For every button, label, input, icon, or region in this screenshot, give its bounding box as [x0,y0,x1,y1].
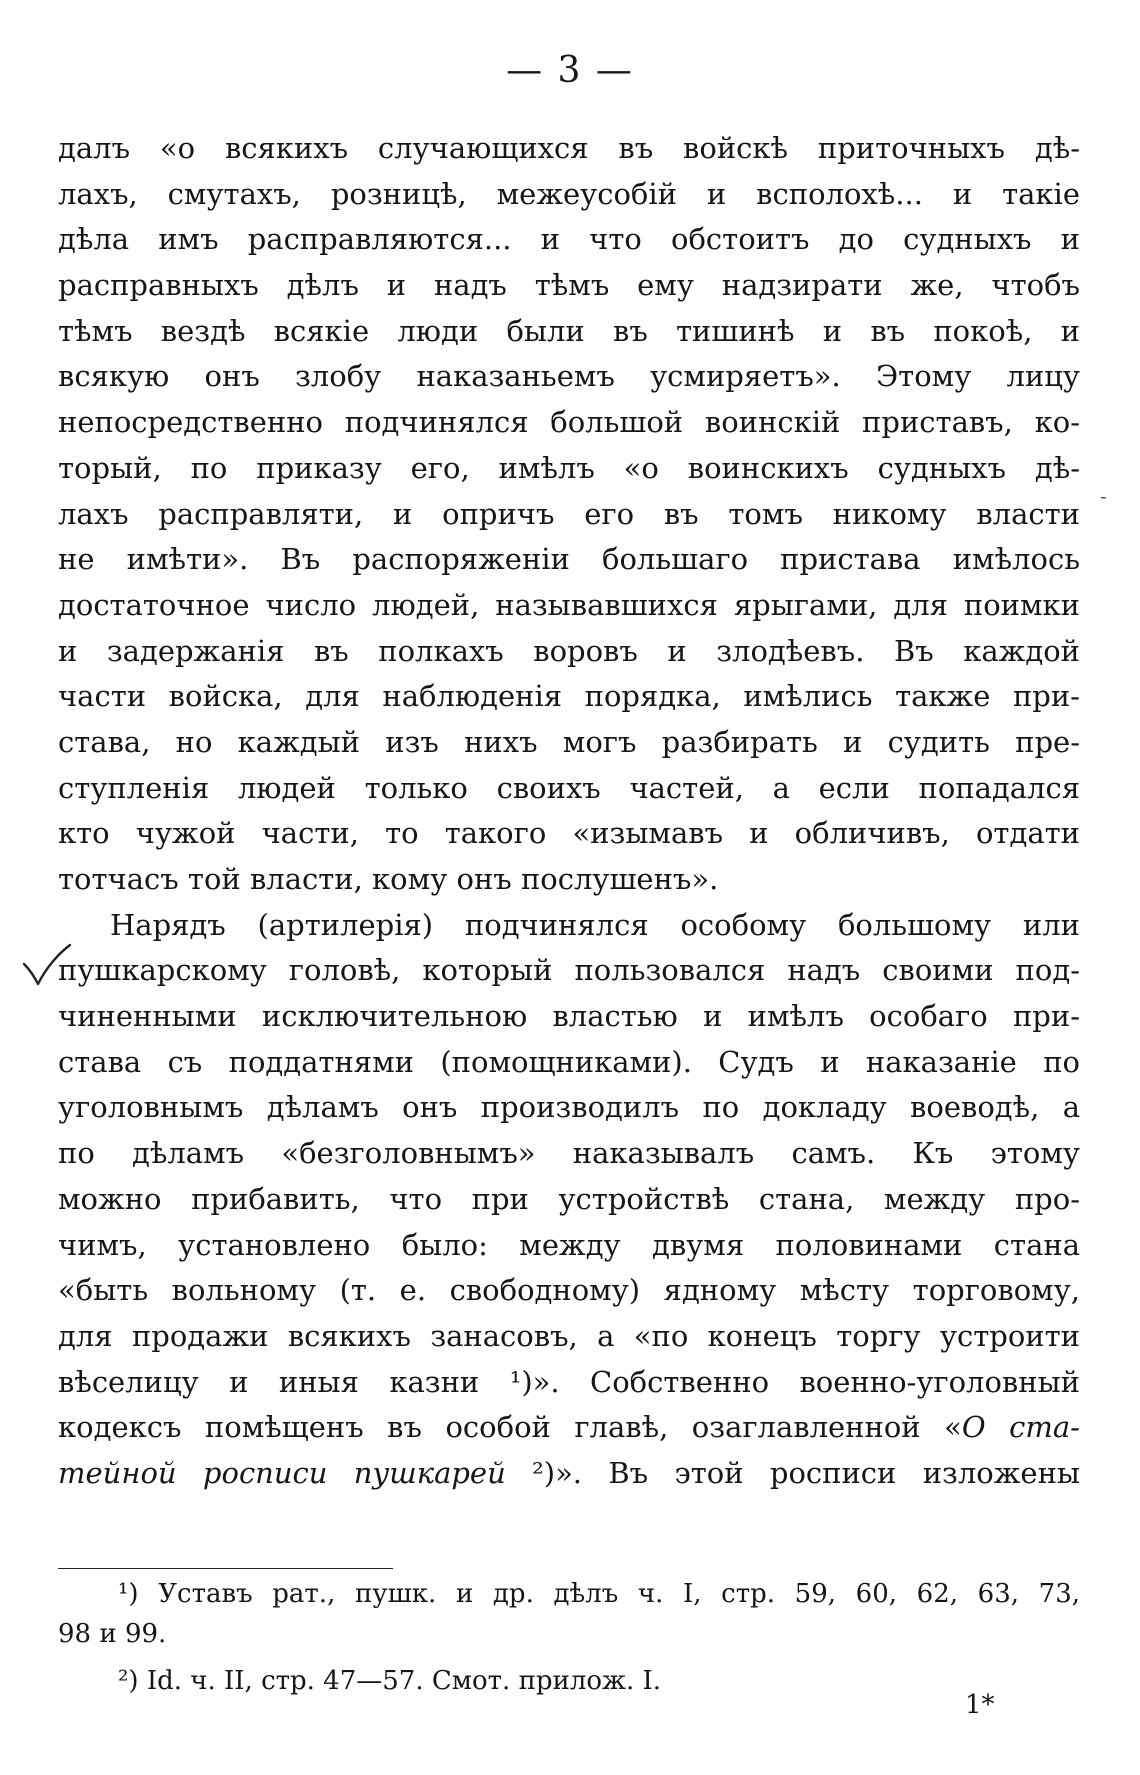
text-line [58,1405,1080,1451]
page-number: — 3 — [506,50,634,91]
text-line: дѣла имъ расправляются... и что обстоитъ до судныхъ и [58,222,1080,257]
italic-title: тейной росписи пушкарей [58,1455,506,1490]
text-line: части войска, для наблюденія порядка, имѣлись также при- [58,679,1080,714]
text-line: тотчасъ той власти, кому онъ послушенъ». [58,862,719,896]
text-line: можно прибавить, что при устройствѣ стана, между про- [58,1181,1080,1216]
text-line: ступленія людей только своихъ частей, а если попадался [58,770,1080,805]
footnotes [58,1574,1080,1708]
text-segment: вѣселицу и иныя казни [58,1364,480,1399]
text-line: не имѣти». Въ распоряженіи большаго пристава имѣлось [58,542,1080,577]
text-line: расправныхъ дѣлъ и надъ тѣмъ ему надзирати же, чтобъ [58,268,1080,303]
text-line: для продажи всякихъ занасовъ, а «по конецъ торгу устроити [58,1318,1080,1353]
text-line: торый, по приказу его, имѣлъ «о воинскихъ судныхъ дѣ- [58,450,1080,485]
text-line: уголовнымъ дѣламъ онъ производилъ по докладу воеводѣ, а [58,1090,1080,1125]
text-line: Нарядъ (артилерія) подчинялся особому большому или [110,907,1080,942]
text-line: лахъ расправляти, и опричъ его въ томъ никому власти [58,496,1080,531]
text-line: далъ «о всякихъ случающихся въ войскѣ приточныхъ дѣ- [58,131,1080,165]
main-text [58,126,1080,1497]
text-line [58,1360,1080,1406]
footnote-1-continued: 98 и 99. [58,1619,167,1649]
text-line: пушкарскому головѣ, который пользовался надъ своими под- [58,953,1080,988]
text-segment: ¹)». Собственно военно-уголовный [509,1364,1080,1399]
text-line: чиненными исключительною властью и имѣлъ особаго при- [58,999,1080,1034]
text-line: кто чужой части, то такого «изымавъ и обличивъ, отдати [58,816,1080,851]
italic-title: О ста- [961,1410,1080,1445]
margin-mark: - [1100,484,1107,508]
text-line: достаточное число людей, называвшихся ярыгами, для поимки [58,587,1080,622]
text-line: и задержанія въ полкахъ воровъ и злодѣевъ. Въ каждой [58,633,1080,668]
text-line [58,1451,1080,1497]
text-line: «быть вольному (т. е. свободному) ядному мѣсту торговому, [58,1273,1080,1308]
text-segment: кодексъ помѣщенъ въ особой главѣ, озаглавленной « [58,1410,962,1445]
footnote-1: ¹) Уставъ рат., пушк. и др. дѣлъ ч. I, стр. 59, 60, 62, 63, 73, [118,1579,1080,1609]
text-line: по дѣламъ «безголовнымъ» наказывалъ самъ. Къ этому [58,1136,1080,1171]
footnote-divider [58,1568,393,1569]
text-line: всякую онъ злобу наказаньемъ усмиряетъ». Этому лицу [58,359,1080,394]
text-segment: ²)». Въ этой росписи изложены [532,1455,1080,1490]
text-line: чимъ, установлено было: между двумя половинами стана [58,1227,1080,1262]
text-line: непосредственно подчинялся большой воинскій приставъ, ко- [58,405,1080,440]
text-line: става, но каждый изъ нихъ могъ разбирать и судить пре- [58,724,1080,759]
text-line: тѣмъ вездѣ всякіе люди были въ тишинѣ и въ покоѣ, и [58,313,1080,348]
text-line: лахъ, смутахъ, розницѣ, межеусобій и всполохѣ... и такіе [58,176,1080,211]
footnote-2: ²) Id. ч. II, стр. 47—57. Смот. прилож. I. [118,1666,662,1696]
text-line: става съ поддатнями (помощниками). Судъ и наказаніе по [58,1044,1080,1079]
signature-mark: 1* [965,1690,995,1720]
